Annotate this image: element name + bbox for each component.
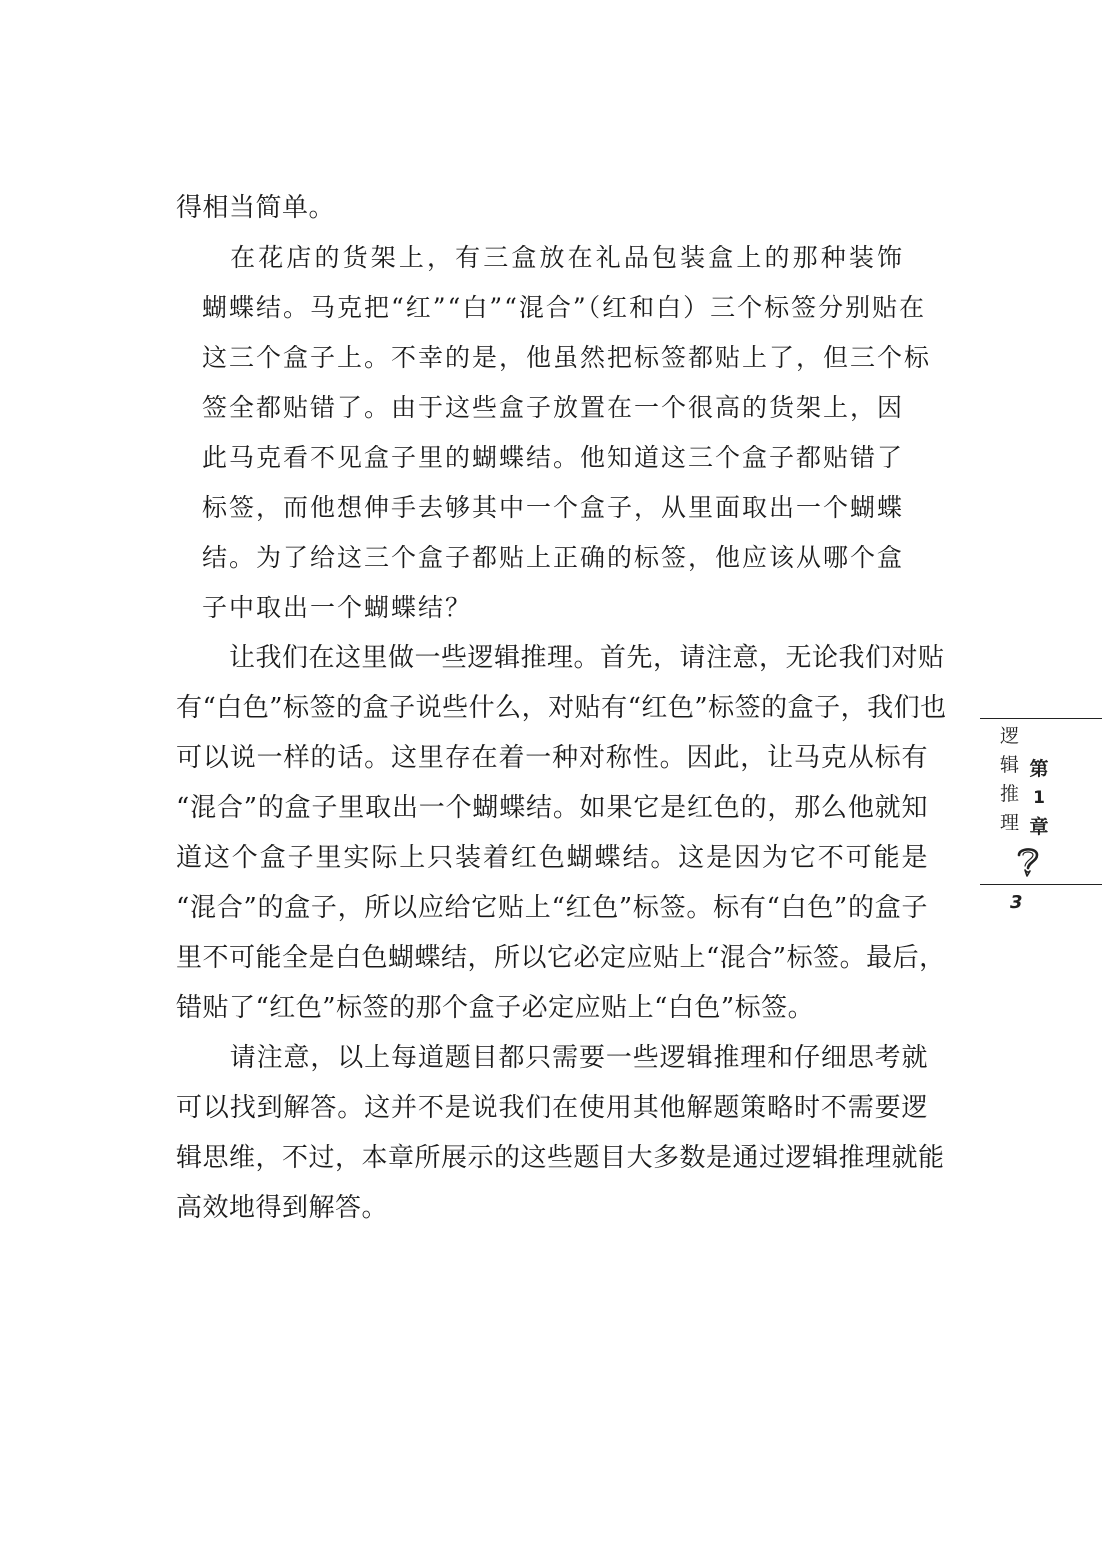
text-line: 签全都贴错了。由于这些盒子放置在一个很高的货架上，因 [202, 393, 905, 422]
intro-paragraph [176, 183, 928, 233]
text-line: 里不可能全是白色蝴蝶结，所以它必定应贴上“混合”标签。最后， [176, 943, 946, 973]
text-line: “混合”的盒子里取出一个蝴蝶结。如果它是红色的，那么他就知 [176, 793, 928, 823]
text-line: 此马克看不见盒子里的蝴蝶结。他知道这三个盒子都贴错了 [202, 443, 905, 472]
text-line: 得相当简单。 [176, 193, 336, 223]
text-line: 结。为了给这三个盒子都贴上正确的标签，他应该从哪个盒 [202, 543, 905, 572]
conclusion-paragraph [176, 1033, 945, 1233]
side-tab-top-rule [980, 718, 1102, 719]
text-line: 道这个盒子里实际上只装着红色蝴蝶结。这是因为它不可能是 [176, 843, 928, 873]
text-line: 有“白色”标签的盒子说些什么，对贴有“红色”标签的盒子，我们也 [176, 693, 947, 723]
chapter-number: 1 [1033, 788, 1045, 808]
chapter-label-vertical [1027, 755, 1051, 842]
question-mark-icon [1010, 844, 1046, 880]
problem-statement [202, 233, 932, 633]
text-line: 在花店的货架上，有三盒放在礼品包装盒上的那种装饰 [202, 243, 904, 272]
text-line: 错贴了“红色”标签的那个盒子必定应贴上“白色”标签。 [176, 993, 815, 1023]
section-title-char: 辑 [1000, 754, 1020, 776]
body-text [176, 183, 947, 1233]
text-line: 蝴蝶结。马克把“红”“白”“混合”（红和白）三个标签分别贴在 [202, 293, 927, 322]
section-title-char: 理 [1000, 812, 1020, 834]
text-line: 可以找到解答。这并不是说我们在使用其他解题策略时不需要逻 [176, 1093, 928, 1123]
section-title-vertical [1000, 722, 1024, 838]
text-line: 这三个盒子上。不幸的是，他虽然把标签都贴上了，但三个标 [202, 343, 932, 372]
text-line: 标签，而他想伸手去够其中一个盒子，从里面取出一个蝴蝶 [202, 493, 905, 522]
text-line: 可以说一样的话。这里存在着一种对称性。因此，让马克从标有 [176, 743, 928, 773]
text-line: 子中取出一个蝴蝶结？ [202, 593, 473, 622]
page-number: 3 [1010, 892, 1023, 913]
side-tab-bottom-rule [980, 884, 1102, 885]
text-line: 辑思维，不过，本章所展示的这些题目大多数是通过逻辑推理就能 [176, 1143, 945, 1173]
chapter-label-char: 第 [1029, 758, 1049, 780]
section-title-char: 逻 [1000, 725, 1020, 747]
text-line: 高效地得到解答。 [176, 1193, 389, 1223]
text-line: 请注意，以上每道题目都只需要一些逻辑推理和仔细思考就 [176, 1043, 928, 1073]
section-title-char: 推 [1000, 783, 1020, 805]
text-line: “混合”的盒子，所以应给它贴上“红色”标签。标有“白色”的盒子 [176, 893, 928, 923]
reasoning-paragraph [176, 633, 947, 1033]
chapter-side-tab [980, 718, 1102, 884]
chapter-label-char: 章 [1029, 816, 1049, 838]
text-line: 让我们在这里做一些逻辑推理。首先，请注意，无论我们对贴 [176, 643, 945, 673]
